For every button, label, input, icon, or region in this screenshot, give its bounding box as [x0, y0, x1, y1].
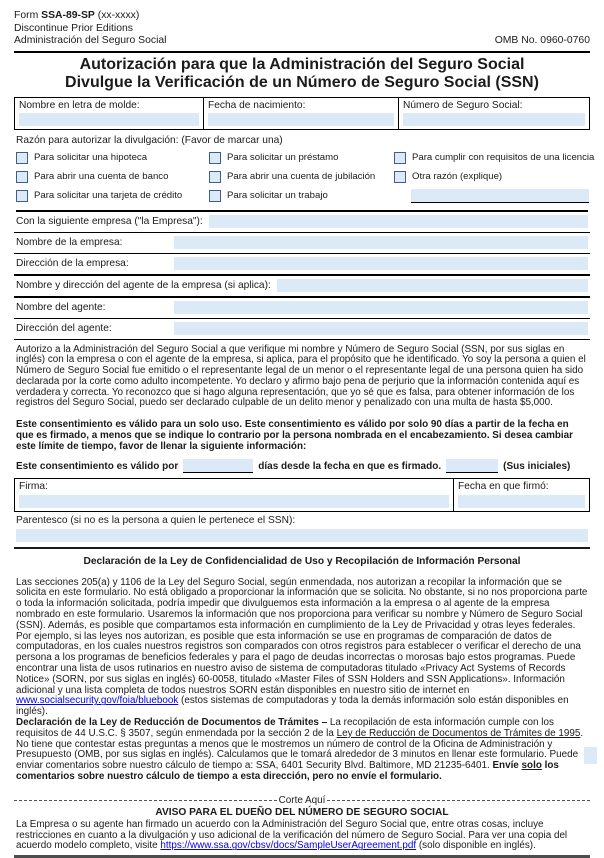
- stray-form-field[interactable]: [584, 747, 597, 764]
- reason-heading: Razón para autorizar la divulgación: (Favor de marcar una): [16, 134, 283, 146]
- other-reason-input[interactable]: [411, 189, 589, 203]
- reason-option-job[interactable]: [209, 189, 394, 204]
- discontinue-line: Discontinue Prior Editions: [14, 22, 133, 34]
- checkbox-icon[interactable]: [16, 152, 28, 164]
- name-cell: [15, 98, 204, 129]
- validity-text1: Este consentimiento es válido por: [16, 460, 179, 472]
- reason-option-mortgage[interactable]: [16, 151, 209, 166]
- privacy-paragraph: [16, 578, 588, 718]
- notice-heading: AVISO PARA EL DUEÑO DEL NÚMERO DE SEGURO SOCIAL: [155, 806, 449, 818]
- company-address-input[interactable]: [174, 257, 588, 270]
- agent-name-address-input[interactable]: [277, 279, 588, 292]
- form-header: [14, 10, 590, 48]
- bluebook-link[interactable]: www.socialsecurity.gov/foia/bluebook: [16, 695, 179, 707]
- notice-text-2: (solo disponible en inglés).: [416, 840, 536, 852]
- agent-address-label: Dirección del agente:: [16, 322, 112, 334]
- reason-option-label: Para solicitar una tarjeta de crédito: [34, 190, 183, 201]
- other-reason-cell: [394, 189, 594, 204]
- authorization-paragraph: Autorizo a la Administración del Seguro Social a que verifique mi nombre y Número de Seguro Social (SSN, por sus siglas en inglés) con la empresa o con el agente de la empresa, si aplica, para el propósito que he identificado. Yo soy la persona a quien el Número de Seguro Social fue emitido o el representante legal de un menor o el representante legal de una persona quien ha sido declarada por la corte como adulto incompetente. Yo declaro y afirmo bajo pena de perjurio que la información contenida aquí es verdadera y correcta. Yo reconozco que si hago alguna representación, que yo sé que es falsa, para obtener información de los registros del Seguro Social, puedo ser declarado culpable de un delito menor y penalizado con una multa de hasta $5,000.: [16, 343, 586, 409]
- form-prefix: Form: [14, 10, 42, 21]
- cut-here-line: [14, 796, 590, 806]
- agent-name-input[interactable]: [174, 301, 588, 314]
- paperwork-text-2: . No tiene que contestar estas preguntas a menos que le mostremos un número de control de la Oficina de Administración y Presupuesto (OMB, por sus siglas en inglés). Calculamos que le tomará alrededor de 3 minutos en llenar este formulario. Puede enviar comentarios sobre nuestro cálculo de tiempo a: SSA, 6401 Security Blvd. Baltimore, MD 21235-6401.: [16, 727, 584, 772]
- ssn-cell: [399, 98, 589, 129]
- cut-here-label: Corte Aquí: [278, 794, 326, 806]
- reason-section: [14, 130, 595, 212]
- reason-option-label: Para abrir una cuenta de jubilación: [227, 171, 376, 182]
- signature-label: Firma:: [19, 480, 48, 492]
- reason-option-label: Otra razón (explique): [412, 171, 503, 182]
- notice-paragraph: [16, 820, 588, 852]
- privacy-text-2: (estos sistemas de computadoras y toda la demás información solo están disponibles en inglés).: [16, 695, 569, 718]
- privacy-text-1: Las secciones 205(a) y 1106 de la Ley del Seguro Social, según enmendada, nos autorizan a recopilar la información que se solicita en este formulario. No está obligado a proporcionar la información que se solicita. No obstante, si no nos proporciona parte o toda la información solicitada, podría impedir que divulguemos esta información a la empresa o al agente de la empresa nombrado en este formulario. Usaremos la información que nos proporciona para verificar su nombre y Número de Seguro Social (SSN). Además, es posible que compartamos esta información en cumplimiento de la Ley de Privacidad y otras leyes federales. Por ejemplo, si las leyes nos autorizan, es posible que esta información se use en programas de comparación de datos de computadoras, en los cuales nuestros registros son comparados con otros registros para establecer o verificar el derecho de una persona a los programas de beneficios federales y para el pago de deudas incorrectas o morosas bajo estos programas. Puede encontrar una lista de usos rutinarios en nuestro aviso de sistema de computadoras titulado «Privacy Act Systems of Records Notice» (SORN, por sus siglas en inglés) 60-0058, titulado «Master Files of SSN Holders and SSN Applications». Información adicional y una lista completa de todos nuestros SORN están disponibles en nuestro sitio de internet en: [16, 576, 588, 696]
- paperwork-paragraph: [16, 718, 588, 783]
- relationship-label: Parentesco (si no es la persona a quien le pertenece el SSN):: [16, 514, 296, 526]
- dob-label: Fecha de nacimiento:: [208, 99, 306, 111]
- paperwork-act-reference: Ley de Reducción de Documentos de Trámites de 1995: [336, 727, 581, 739]
- omb-number: OMB No. 0960-0760: [494, 35, 590, 46]
- reason-option-label: Para solicitar un préstamo: [227, 152, 339, 163]
- form-title-line1: Autorización para que la Administración del Seguro Social: [79, 55, 525, 73]
- with-company-input[interactable]: [209, 215, 588, 228]
- form-title: [14, 53, 590, 97]
- date-signed-input[interactable]: [458, 495, 585, 508]
- checkbox-icon[interactable]: [209, 171, 221, 183]
- reason-option-label: Para solicitar una hipoteca: [34, 152, 148, 163]
- reason-option-loan[interactable]: [209, 151, 394, 166]
- company-row: [14, 212, 590, 233]
- relationship-input[interactable]: [16, 529, 588, 542]
- company-row: [14, 319, 590, 340]
- reason-option-label: Para abrir una cuenta de banco: [34, 171, 169, 182]
- reason-grid: [16, 151, 595, 204]
- reason-option-retirement-account[interactable]: [209, 170, 394, 185]
- signature-table: [14, 478, 590, 512]
- validity-text2: días desde la fecha en que es firmado.: [258, 460, 442, 472]
- reason-option-other[interactable]: [394, 170, 594, 185]
- paperwork-heading: Declaración de la Ley de Reducción de Documentos de Trámites –: [16, 717, 330, 729]
- paperwork-bold-text-2: los comentarios sobre nuestro cálculo de tiempo a esta dirección, pero no envíe el formulario.: [16, 760, 559, 783]
- company-name-label: Nombre de la empresa:: [16, 236, 123, 248]
- checkbox-icon[interactable]: [394, 171, 406, 183]
- reason-option-license[interactable]: [394, 151, 594, 166]
- privacy-heading: Declaración de la Ley de Confidencialidad de Uso y Recopilación de Información Personal: [83, 555, 521, 567]
- with-company-label: Con la siguiente empresa ("la Empresa"):: [16, 215, 203, 227]
- company-row: [14, 298, 590, 319]
- reason-option-label: Para cumplir con requisitos de una licencia: [412, 152, 595, 163]
- company-address-label: Dirección de la empresa:: [16, 257, 129, 269]
- agent-address-input[interactable]: [174, 322, 588, 335]
- paperwork-text-1: La recopilación de esta información cumple con los requisitos de 44 U.S.C. § 3507, según enmendada por la sección 2 de la: [16, 717, 554, 739]
- paperwork-solo-emphasis: solo: [521, 760, 542, 772]
- validity-days-input[interactable]: [183, 459, 253, 473]
- checkbox-icon[interactable]: [16, 190, 28, 202]
- sample-agreement-link[interactable]: https://www.ssa.gov/cbsv/docs/SampleUserAgreement.pdf: [160, 840, 417, 852]
- company-row: [14, 254, 590, 276]
- agent-name-address-label: Nombre y dirección del agente de la empresa (si aplica):: [16, 279, 271, 291]
- relationship-row: [14, 512, 590, 549]
- reason-option-label: Para solicitar un trabajo: [227, 190, 328, 201]
- consent-paragraph: Este consentimiento es válido para un solo uso. Este consentimiento es válido por solo 90 días a partir de la fecha en que es firmado, a menos que se indique lo contrario por la persona nombrada en el encabezamiento. Si desea cambiar este límite de tiempo, favor de llenar la siguiente información:: [16, 419, 573, 452]
- validity-text3: (Sus iniciales): [503, 460, 571, 472]
- company-row: [14, 276, 590, 298]
- checkbox-icon[interactable]: [16, 171, 28, 183]
- form-number-line: [14, 10, 590, 23]
- ssn-label: Número de Seguro Social:: [403, 99, 523, 111]
- agent-name-label: Nombre del agente:: [16, 301, 106, 313]
- signature-cell: [15, 479, 454, 511]
- notice-text-1: La Empresa o su agente han firmado un acuerdo con la Administración del Seguro Social que, entre otras cosas, incluye restricciones en cuanto a la divulgación y uso adicional de la verificación del número de Seguro Social. Para ver una copia del acuerdo modelo completo, visite: [16, 818, 568, 852]
- cut-dashes-left: [14, 800, 277, 801]
- validity-initials-input[interactable]: [446, 459, 498, 473]
- form-number: SSA-89-SP: [41, 10, 95, 21]
- identity-table: [14, 97, 590, 130]
- company-name-input[interactable]: [174, 236, 588, 249]
- signature-input[interactable]: [19, 495, 449, 508]
- agency-line: Administración del Seguro Social: [14, 35, 167, 46]
- dob-input[interactable]: [208, 113, 394, 126]
- form-suffix: (xx-xxxx): [94, 10, 140, 21]
- date-signed-label: Fecha en que firmó:: [458, 480, 549, 492]
- name-input[interactable]: [19, 113, 199, 126]
- ssn-input[interactable]: [403, 113, 585, 126]
- dob-cell: [204, 98, 399, 129]
- validity-line: [16, 459, 588, 473]
- checkbox-icon[interactable]: [209, 190, 221, 202]
- form-title-line2: Divulgue la Verificación de un Número de Seguro Social (SSN): [65, 74, 539, 91]
- date-signed-cell: [454, 479, 589, 511]
- reason-option-credit-card[interactable]: [16, 189, 209, 204]
- name-label: Nombre en letra de molde:: [19, 99, 140, 111]
- cut-dashes-right: [327, 800, 590, 801]
- checkbox-icon[interactable]: [394, 152, 406, 164]
- company-row: [14, 233, 590, 254]
- reason-option-bank-account[interactable]: [16, 170, 209, 185]
- paperwork-bold-text: Envíe: [492, 760, 522, 772]
- checkbox-icon[interactable]: [209, 152, 221, 164]
